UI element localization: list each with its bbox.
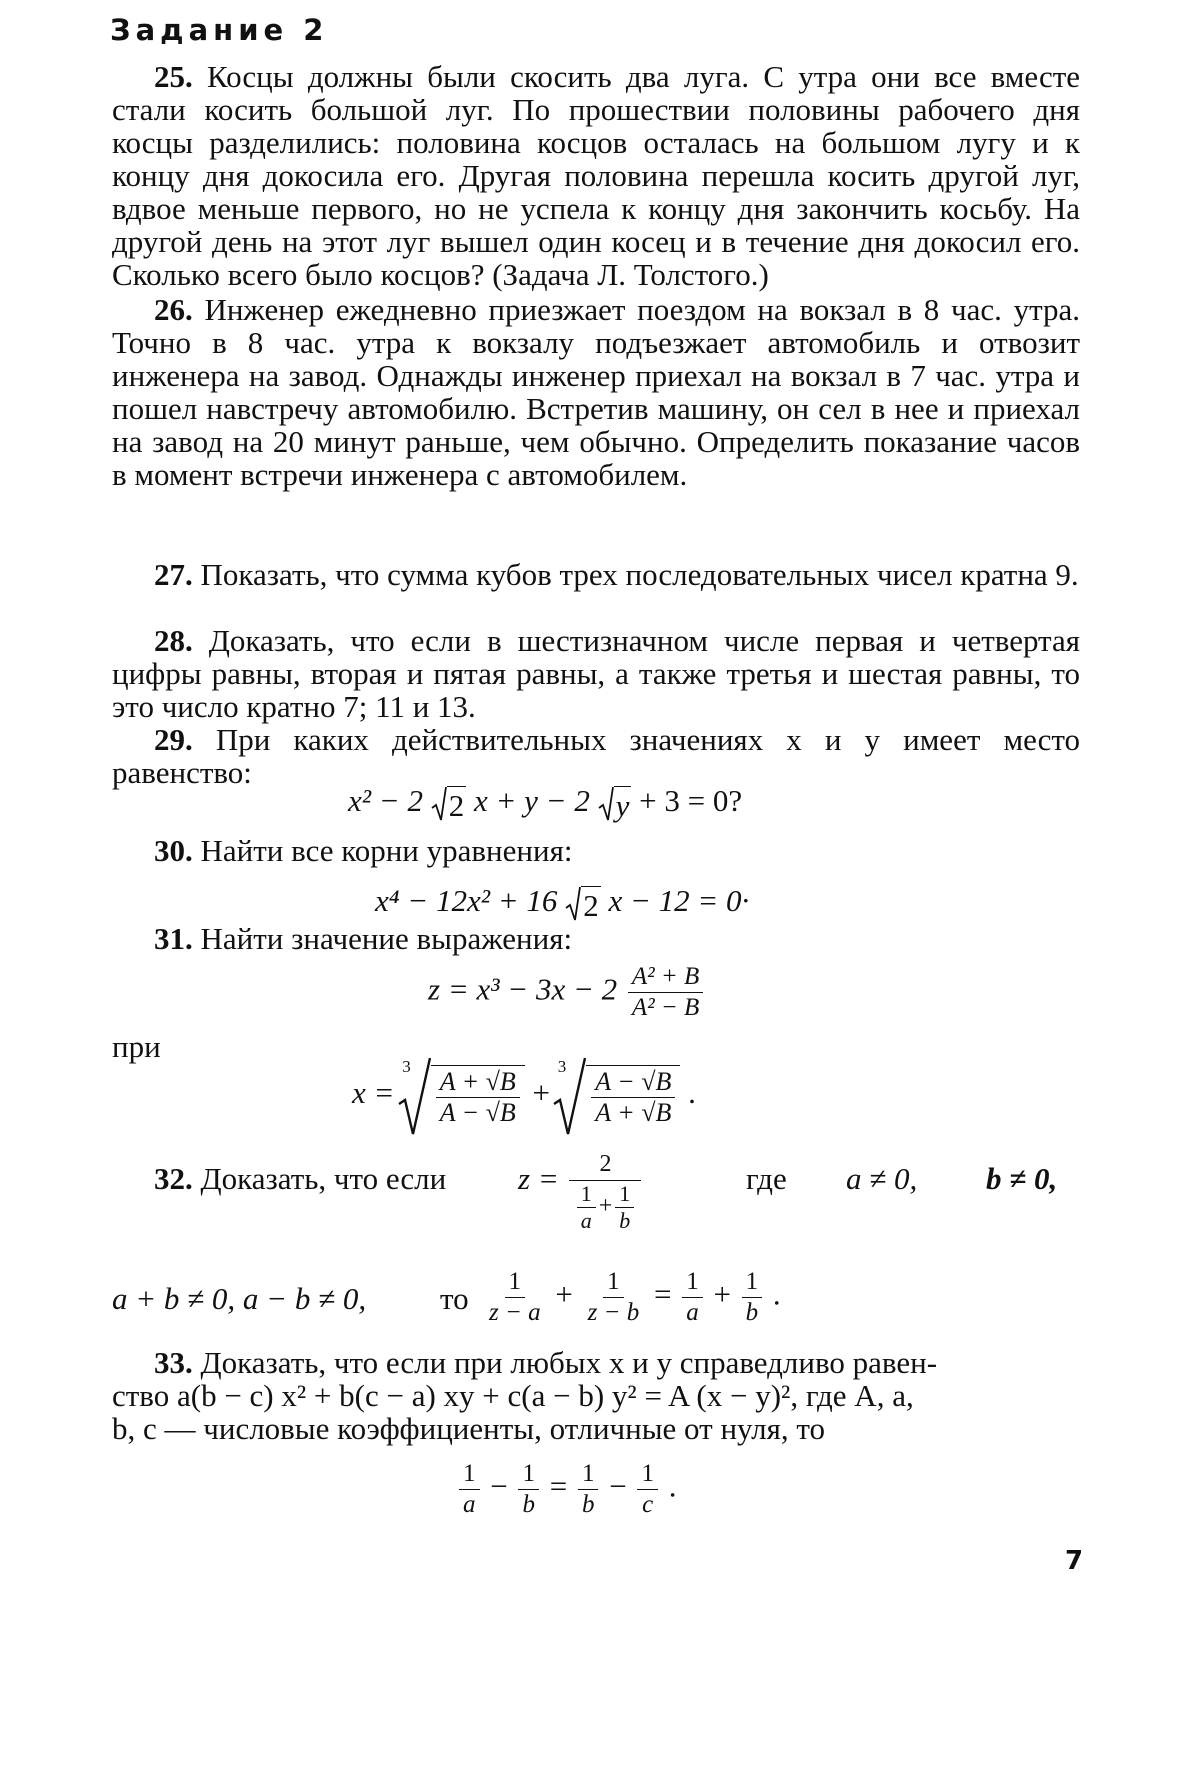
word-pri: при: [112, 1029, 161, 1064]
problem-text: Инженер ежедневно приезжает поездом на вокзал в 8 час. утра. Точно в 8 час. утра к вокзалу подъезжает автомобиль и отвозит инженера на завод. Однажды инженер приехал на вокзал в 7 час. утра и пошел навстречу автомобилю. Встретив машину, он сел в нее и приехал на завод на 20 минут раньше, чем обычно. Определить показание часов в момент встречи инженера с автомобилем.: [112, 292, 1081, 492]
formula-33: $\frac{1}{a}$ − $\frac{1}{b}$ = $\frac{1}{b}$ − $\frac{1}{c}$ .: [456, 1460, 676, 1519]
fraction: $\frac{1}{b}$: [578, 1460, 599, 1519]
problem-number: 32.: [154, 1161, 193, 1196]
problem-26: [112, 293, 1080, 491]
problem-text: Доказать, что если: [200, 1161, 447, 1196]
formula-part: x² − 2: [348, 783, 423, 818]
problem-number: 31.: [154, 921, 193, 956]
problem-31: [112, 922, 1080, 955]
sqrt-sign: [598, 786, 632, 822]
problem-33-line3: b, c — числовые коэффициенты, отличные от нуля, то: [112, 1411, 826, 1446]
radicand: [586, 1065, 680, 1127]
cube-root: [402, 1056, 525, 1136]
problem-number: 30.: [154, 833, 193, 868]
problem-text: Доказать, что если в шестизначном числе первая и четвертая цифры равны, вторая и пятая равны, а также третья и шестая равны, то это число кратно 7; 11 и 13.: [112, 623, 1081, 724]
root-index: 3: [402, 1056, 411, 1076]
word-to: то: [440, 1281, 469, 1316]
problem-number: 26.: [154, 292, 193, 327]
problem-number: 33.: [154, 1345, 193, 1380]
formula-part: + 3 = 0?: [639, 783, 743, 818]
fraction: 2 $\frac{1}{a}$ + $\frac{1}{b}$: [569, 1150, 641, 1233]
problem-number: 25.: [154, 59, 193, 94]
problem-33-line2: ство a(b − c) x² + b(c − a) xy + c(a − b) y² = A (x − y)², где A, a,: [112, 1378, 914, 1413]
fraction: $\frac{1}{a}$: [459, 1460, 480, 1519]
radicand: y: [615, 787, 630, 823]
problem-text: Доказать, что если при любых x и y справедливо равен-: [200, 1345, 938, 1380]
fraction: $\frac{1}{z - b}$: [587, 1268, 640, 1326]
problem-25: [112, 60, 1080, 291]
problem-text: Показать, что сумма кубов трех последовательных чисел кратна 9.: [200, 557, 1079, 592]
problem-27: [112, 558, 1080, 591]
denominator: $\frac{1}{a}$ + $\frac{1}{b}$: [570, 1181, 642, 1233]
problem-29: [112, 723, 1080, 789]
problem-number: 29.: [154, 722, 193, 757]
problem-30: [112, 834, 1080, 867]
fraction: $\frac{1}{a}$: [682, 1268, 703, 1327]
fraction: $\frac{1}{b}$: [518, 1460, 539, 1519]
fraction: $\frac{1}{b}$: [742, 1268, 763, 1327]
formula-part: .: [688, 1075, 696, 1111]
page-number: 7: [1065, 1546, 1084, 1576]
formula-part: x + y − 2: [473, 783, 590, 818]
radicand: 2: [583, 887, 599, 923]
formula-part: +: [532, 1075, 551, 1111]
problem-33-line1: [154, 1346, 937, 1379]
radicand: [431, 1065, 525, 1127]
sqrt-sign: [431, 786, 467, 822]
problem-text: Найти значение выражения:: [200, 921, 573, 956]
sqrt-sign: [565, 886, 601, 922]
cond-b: b ≠ 0,: [986, 1161, 1058, 1196]
formula-29: [348, 784, 742, 822]
fraction: $\frac{A + √B}{A - √B}$: [436, 1068, 520, 1127]
problem-text: Косцы должны были скосить два луга. С утра они все вместе стали косить большой луг. По прошествии половины рабочего дня косцы разделились: половина косцов осталась на большом лугу и к концу дня докосила его. Другая половина перешла косить другой луг, вдвое меньше первого, но не успела к концу дня закончить косьбу. На другой день на этот луг вышел один косец и в течение дня докосил его. Сколько всего было косцов? (Задача Л. Толстого.): [112, 59, 1081, 292]
formula-32-result: $\frac{1}{z - a}$ + $\frac{1}{z - b}$ = $\frac{1}{a}$ + $\frac{1}{b}$ .: [482, 1268, 781, 1327]
formula-part: x =: [352, 1075, 395, 1111]
problem-28: [112, 624, 1080, 723]
formula-part: z = x³ − 3x − 2: [428, 971, 618, 1007]
fraction: $\frac{\text{A² + B}}{\text{A² − B}}$: [628, 963, 703, 1022]
cube-root: [558, 1056, 681, 1136]
fraction: $\frac{1}{c}$: [637, 1460, 658, 1519]
problem-32: [154, 1162, 446, 1195]
formula-part: z =: [518, 1161, 559, 1196]
problem-number: 28.: [154, 623, 193, 658]
word-gde: где: [746, 1161, 787, 1196]
formula-part: x⁴ − 12x² + 16: [375, 883, 558, 918]
formula-30: [375, 884, 749, 922]
problem-text: Найти все корни уравнения:: [200, 833, 573, 868]
problem-number: 27.: [154, 557, 193, 592]
root-index: 3: [557, 1056, 567, 1076]
formula-part: x − 12 = 0·: [608, 883, 750, 918]
cond-ab: a + b ≠ 0, a − b ≠ 0,: [112, 1281, 367, 1316]
radicand: 2: [448, 787, 465, 823]
fraction: $\frac{A - √B}{A + √B}$: [591, 1068, 675, 1127]
section-heading: Задание 2: [110, 13, 329, 47]
formula-31-z: [428, 963, 706, 1022]
cond-a: a ≠ 0,: [846, 1161, 918, 1196]
formula-31-x: [352, 1056, 696, 1136]
fraction: $\frac{1}{z - a}$: [489, 1268, 541, 1326]
formula-32-z: [518, 1150, 644, 1233]
problem-text: При каких действительных значениях x и y имеет место равенство:: [112, 722, 1081, 790]
